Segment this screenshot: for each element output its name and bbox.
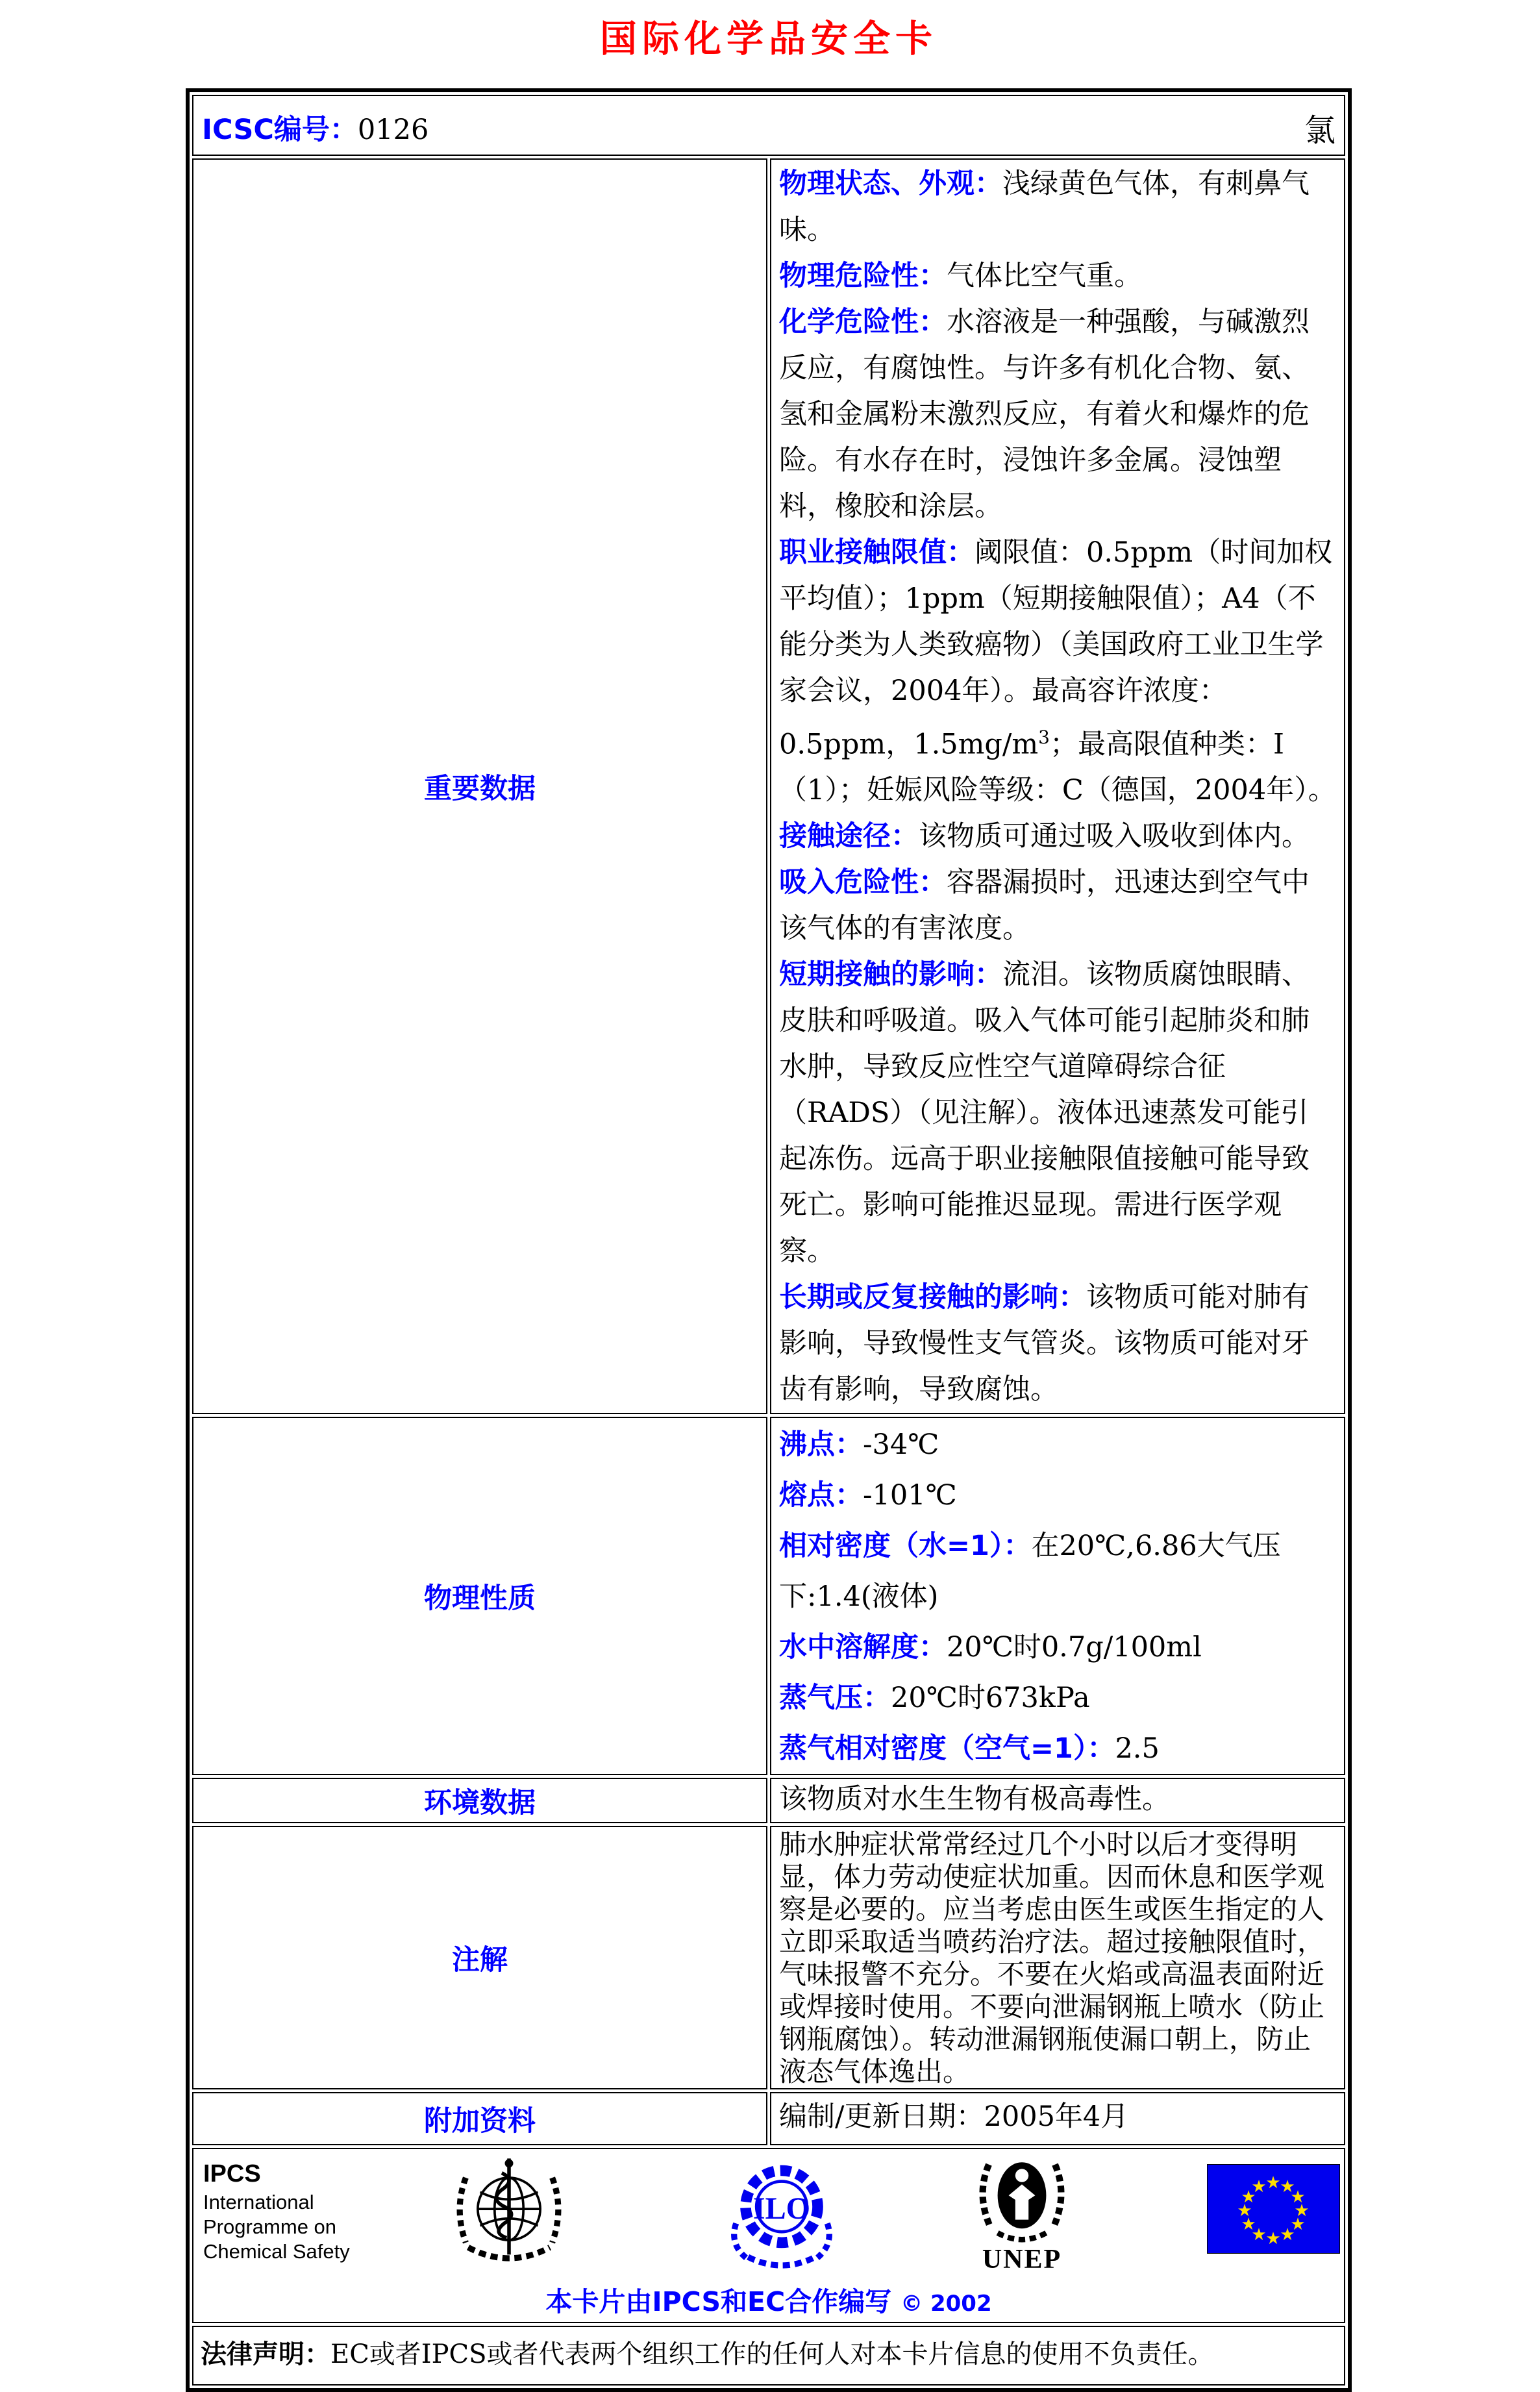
important-data-entry [779, 814, 1336, 860]
section-label-important-data: 重要数据 [192, 158, 767, 1414]
field-text: -34℃ [863, 1428, 939, 1462]
credit-text: 本卡片由IPCS和EC合作编写 [545, 2286, 892, 2318]
field-text: 水溶液是一种强酸，与碱激烈反应，有腐蚀性。与许多有机化合物、氨、氢和金属粉末激烈反应，有着火和爆炸的危险。有水存在时，浸蚀许多金属。浸蚀塑料，橡胶和涂层。 [779, 306, 1310, 523]
field-label: 职业接触限值： [779, 536, 975, 569]
physical-property-entry [779, 1419, 1336, 1470]
chemical-name: 氯 [1304, 112, 1335, 149]
header-cell [192, 95, 1345, 156]
field-label: 沸点： [779, 1428, 863, 1462]
svg-text:★: ★ [1290, 2215, 1306, 2235]
field-text: 阈限值：0.5ppm（时间加权平均值）；1ppm（短期接触限值）；A4（不能分类为人类致癌物）（美国政府工业卫生学家会议，2004年）。最高容许浓度：0.5ppm，1.5mg/m [779, 536, 1333, 761]
logos-row [192, 2148, 1345, 2323]
field-label: 吸入危险性： [779, 866, 947, 899]
notes-row [192, 1826, 1345, 2089]
page-title: 国际化学品安全卡 [600, 17, 938, 60]
important-data-content [770, 158, 1345, 1414]
section-label-environmental-data: 环境数据 [192, 1778, 767, 1823]
environmental-data-content [770, 1778, 1345, 1823]
legal-text: EC或者IPCS或者代表两个组织工作的任何人对本卡片信息的使用不负责任。 [330, 2339, 1214, 2370]
legal-cell [192, 2326, 1345, 2386]
ilo-logo-text: ILO [752, 2191, 811, 2226]
svg-text:★: ★ [1251, 2225, 1267, 2245]
important-data-entry [779, 299, 1336, 530]
svg-text:★: ★ [1294, 2201, 1310, 2221]
environmental-data-row [192, 1778, 1345, 1823]
field-label: 长期或反复接触的影响： [779, 1281, 1086, 1314]
ipcs-line: Programme on [203, 2215, 337, 2239]
important-data-entry [779, 253, 1336, 299]
important-data-row [192, 158, 1345, 1414]
svg-text:★: ★ [1241, 2187, 1256, 2208]
eu-flag-icon [1207, 2164, 1340, 2256]
section-label-additional-info: 附加资料 [192, 2092, 767, 2145]
physical-property-entry [779, 1470, 1336, 1521]
physical-properties-content [770, 1417, 1345, 1775]
svg-text:★: ★ [1265, 2173, 1281, 2193]
ipcs-line: International [203, 2191, 314, 2214]
section-label-physical-properties: 物理性质 [192, 1417, 767, 1775]
field-text: 20℃时673kPa [891, 1682, 1090, 1715]
logos-cell [192, 2148, 1345, 2323]
additional-info-row [192, 2092, 1345, 2145]
field-label: 相对密度（水=1）： [779, 1530, 1032, 1563]
field-label: 水中溶解度： [779, 1631, 947, 1664]
update-date-label: 编制/更新日期： [779, 2100, 984, 2134]
field-text: ；最高限值种类：I（1）；妊娠风险等级：C（德国，2004年）。 [779, 728, 1336, 807]
header-row [192, 95, 1345, 156]
field-label: 物理状态、外观： [779, 168, 1002, 200]
svg-text:★: ★ [1237, 2201, 1252, 2221]
ipcs-wordmark [203, 2162, 350, 2264]
ilo-logo-icon [720, 2154, 843, 2276]
additional-info-content [770, 2092, 1345, 2145]
svg-text:★: ★ [1280, 2177, 1295, 2197]
physical-property-entry [779, 1622, 1336, 1673]
icsc-card-table [186, 88, 1352, 2392]
field-label: 物理危险性： [779, 260, 947, 292]
field-label: 蒸气压： [779, 1682, 891, 1715]
important-data-entry [779, 860, 1336, 952]
icsc-number-label: ICSC编号： [202, 113, 358, 146]
field-text: 该物质可能对肺有影响，导致慢性支气管炎。该物质可能对牙齿有影响，导致腐蚀。 [779, 1281, 1310, 1406]
unep-logo-caption: UNEP [982, 2245, 1062, 2275]
field-label: 化学危险性： [779, 306, 947, 338]
who-logo-icon [447, 2154, 571, 2276]
field-label: 熔点： [779, 1479, 863, 1512]
physical-property-entry [779, 1521, 1336, 1622]
superscript-3: 3 [1038, 727, 1050, 748]
update-date-value: 2005年4月 [984, 2100, 1129, 2134]
field-text: 在20℃,6.86大气压下:1.4(液体) [779, 1530, 1281, 1613]
physical-property-entry [779, 1673, 1336, 1723]
svg-text:★: ★ [1280, 2225, 1295, 2245]
credit-line [194, 2280, 1343, 2319]
svg-text:★: ★ [1265, 2229, 1281, 2249]
field-text: 流泪。该物质腐蚀眼睛、皮肤和呼吸道。吸入气体可能引起肺炎和肺水肿，导致反应性空气道障碍综合征（RADS）（见注解）。液体迅速蒸发可能引起冻伤。远高于职业接触限值接触可能导致死亡。影响可能推迟显现。需进行医学观察。 [779, 958, 1310, 1268]
physical-property-entry [779, 1723, 1336, 1774]
notes-text: 肺水肿症状常常经过几个小时以后才变得明显，体力劳动使症状加重。因而休息和医学观察是必要的。应当考虑由医生或医生指定的人立即采取适当喷药治疗法。超过接触限值时，气味报警不充分。不要在火焰或高温表面附近或焊接时使用。不要向泄漏钢瓶上喷水（防止钢瓶腐蚀）。转动泄漏钢瓶使漏口朝上，防止液态气体逸出。 [779, 1828, 1325, 2088]
field-text: 该物质可通过吸入吸收到体内。 [919, 820, 1310, 853]
field-text: 浅绿黄色气体，有刺鼻气味。 [779, 168, 1310, 246]
field-text: -101℃ [863, 1479, 957, 1512]
field-label: 短期接触的影响： [779, 958, 1002, 991]
field-label: 接触途径： [779, 820, 919, 853]
ipcs-line: Chemical Safety [203, 2240, 350, 2263]
important-data-entry [779, 161, 1336, 253]
notes-content [770, 1826, 1345, 2089]
field-text: 容器漏损时，迅速达到空气中该气体的有害浓度。 [779, 866, 1310, 945]
important-data-entry [779, 952, 1336, 1275]
field-text: 20℃时0.7g/100ml [947, 1631, 1202, 1664]
svg-text:★: ★ [1290, 2187, 1306, 2208]
copyright: © 2002 [900, 2291, 992, 2317]
important-data-entry [779, 530, 1336, 814]
ipcs-acronym: IPCS [203, 2160, 261, 2188]
legal-row [192, 2326, 1345, 2386]
field-label: 蒸气相对密度（空气=1）： [779, 1732, 1115, 1765]
environmental-data-text: 该物质对水生生物有极高毒性。 [779, 1783, 1170, 1816]
important-data-entry [779, 1275, 1336, 1413]
icsc-number-group [202, 108, 428, 147]
physical-properties-row [192, 1417, 1345, 1775]
section-label-notes: 注解 [192, 1826, 767, 2089]
unep-logo-icon [967, 2151, 1077, 2273]
svg-text:★: ★ [1251, 2177, 1267, 2197]
legal-label: 法律声明： [201, 2339, 330, 2370]
field-text: 气体比空气重。 [947, 260, 1142, 292]
icsc-number-value: 0126 [357, 113, 429, 146]
field-text: 2.5 [1115, 1732, 1160, 1765]
svg-text:★: ★ [1241, 2215, 1256, 2235]
